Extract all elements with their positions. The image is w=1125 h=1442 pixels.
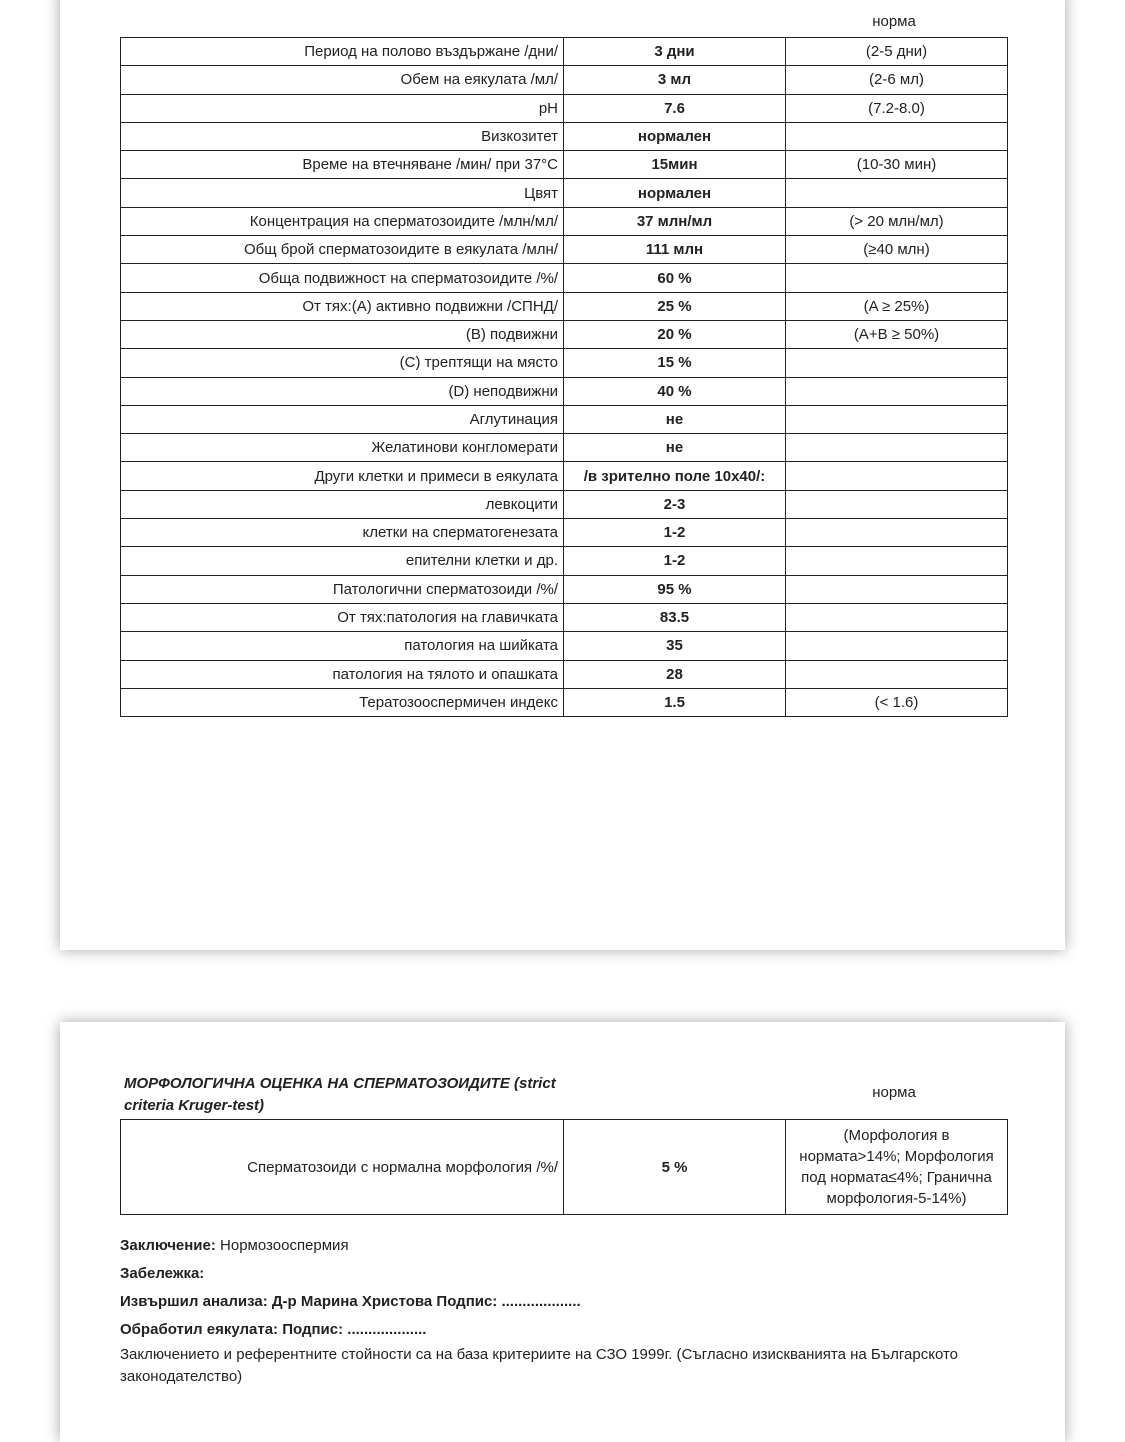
norm-cell: (< 1.6)	[786, 688, 1008, 716]
parameter-cell: Цвят	[121, 179, 564, 207]
value-cell: 5 %	[564, 1120, 786, 1215]
parameter-cell: Патологични сперматозоиди /%/	[121, 575, 564, 603]
parameter-cell: патология на тялото и опашката	[121, 660, 564, 688]
table-row	[121, 688, 1008, 716]
semen-analysis-table	[120, 37, 1008, 717]
value-cell: /в зрително поле 10х40/:	[564, 462, 786, 490]
table-row	[121, 94, 1008, 122]
parameter-cell: Концентрация на сперматозоидите /млн/мл/	[121, 207, 564, 235]
parameter-cell: Време на втечняване /мин/ при 37°С	[121, 151, 564, 179]
parameter-cell: Аглутинация	[121, 405, 564, 433]
table-row	[121, 660, 1008, 688]
norm-cell	[786, 519, 1008, 547]
norm-cell: (10-30 мин)	[786, 151, 1008, 179]
report-page-1	[60, 0, 1065, 950]
report-footer	[120, 1232, 1020, 1388]
value-cell: 3 дни	[564, 38, 786, 66]
table-row	[121, 292, 1008, 320]
table-row	[121, 151, 1008, 179]
table-row	[121, 405, 1008, 433]
value-cell: 35	[564, 632, 786, 660]
processed-by-text: Обработил еякулата: Подпис: ...................	[120, 1321, 427, 1338]
parameter-cell: Общ брой сперматозоидите в еякулата /млн/	[121, 236, 564, 264]
table-row	[121, 122, 1008, 150]
value-cell: 2-3	[564, 490, 786, 518]
table-row	[121, 462, 1008, 490]
norm-cell	[786, 490, 1008, 518]
value-cell: 20 %	[564, 320, 786, 348]
parameter-cell: Обем на еякулата /мл/	[121, 66, 564, 94]
parameter-cell: левкоцити	[121, 490, 564, 518]
parameter-cell: (D) неподвижни	[121, 377, 564, 405]
norm-cell	[786, 122, 1008, 150]
table-row	[121, 1120, 1008, 1215]
norm-cell: (7.2-8.0)	[786, 94, 1008, 122]
table-row	[121, 236, 1008, 264]
conclusion-label: Заключение:	[120, 1237, 216, 1254]
value-cell: 37 млн/мл	[564, 207, 786, 235]
value-cell: 25 %	[564, 292, 786, 320]
conclusion-line	[120, 1232, 1020, 1260]
norm-cell: (Морфология в нормата>14%; Морфология под нормата≤4%; Гранична морфология-5-14%)	[786, 1120, 1008, 1215]
table-row	[121, 264, 1008, 292]
note-label: Забележка:	[120, 1265, 205, 1282]
norm-cell: (2-5 дни)	[786, 38, 1008, 66]
norm-cell: (2-6 мл)	[786, 66, 1008, 94]
norm-cell	[786, 547, 1008, 575]
table-row	[121, 434, 1008, 462]
parameter-cell: Сперматозоиди с нормална морфология /%/	[121, 1120, 564, 1215]
parameter-cell: Желатинови конгломерати	[121, 434, 564, 462]
value-cell: нормален	[564, 122, 786, 150]
value-cell: нормален	[564, 179, 786, 207]
value-cell: 111 млн	[564, 236, 786, 264]
parameter-cell: Обща подвижност на сперматозоидите /%/	[121, 264, 564, 292]
performed-by-line	[120, 1288, 1020, 1316]
parameter-cell: патология на шийката	[121, 632, 564, 660]
parameter-cell: Визкозитет	[121, 122, 564, 150]
report-page-2	[60, 1022, 1065, 1442]
table-row	[121, 490, 1008, 518]
value-cell: не	[564, 405, 786, 433]
value-cell: 28	[564, 660, 786, 688]
norm-cell	[786, 377, 1008, 405]
norm-cell	[786, 405, 1008, 433]
norm-cell: (> 20 млн/мл)	[786, 207, 1008, 235]
table-row	[121, 575, 1008, 603]
norm-cell	[786, 264, 1008, 292]
parameter-cell: епителни клетки и др.	[121, 547, 564, 575]
parameter-cell: pH	[121, 94, 564, 122]
note-line	[120, 1260, 1020, 1288]
value-cell: 15 %	[564, 349, 786, 377]
norm-cell: (A+B ≥ 50%)	[786, 320, 1008, 348]
value-cell: не	[564, 434, 786, 462]
value-cell: 95 %	[564, 575, 786, 603]
table-row	[121, 207, 1008, 235]
norm-cell	[786, 462, 1008, 490]
value-cell: 83.5	[564, 603, 786, 631]
table-row	[121, 66, 1008, 94]
parameter-cell: Период на полово въздържане /дни/	[121, 38, 564, 66]
parameter-cell: Други клетки и примеси в еякулата	[121, 462, 564, 490]
table-row	[121, 632, 1008, 660]
norm-cell	[786, 349, 1008, 377]
value-cell: 40 %	[564, 377, 786, 405]
parameter-cell: Теpатозооспермичен индекс	[121, 688, 564, 716]
performed-by-text: Извършил анализа: Д-р Марина Христова Подпис: ...................	[120, 1293, 581, 1310]
table-row	[121, 603, 1008, 631]
table-row	[121, 547, 1008, 575]
value-cell: 60 %	[564, 264, 786, 292]
norm-cell	[786, 603, 1008, 631]
morphology-table	[120, 1119, 1008, 1215]
value-cell: 15мин	[564, 151, 786, 179]
norm-cell	[786, 660, 1008, 688]
parameter-cell: От тях:патология на главичката	[121, 603, 564, 631]
value-cell: 1-2	[564, 519, 786, 547]
value-cell: 3 мл	[564, 66, 786, 94]
table-row	[121, 38, 1008, 66]
morphology-title: МОРФОЛОГИЧНА ОЦЕНКА НА СПЕРМАТОЗОИДИТЕ (strict criteria Kruger-test)	[124, 1075, 556, 1114]
value-cell: 7.6	[564, 94, 786, 122]
morphology-norma-header: норма	[872, 1084, 916, 1101]
norm-cell	[786, 179, 1008, 207]
norm-cell: (≥40 млн)	[786, 236, 1008, 264]
norm-cell: (A ≥ 25%)	[786, 292, 1008, 320]
value-cell: 1.5	[564, 688, 786, 716]
table-row	[121, 320, 1008, 348]
processed-by-line	[120, 1316, 1020, 1344]
table-row	[121, 349, 1008, 377]
disclaimer-text: Заключението и референтните стойности са на база критериите на СЗО 1999г. (Съгласно изискванията на Българското законодателство)	[120, 1346, 959, 1385]
conclusion-value: Нормозооспермия	[215, 1237, 349, 1254]
parameter-cell: От тях:(А) активно подвижни /СПНД/	[121, 292, 564, 320]
parameter-cell: (В) подвижни	[121, 320, 564, 348]
parameter-cell: клетки на сперматогенезата	[121, 519, 564, 547]
norma-column-header: норма	[872, 13, 916, 30]
value-cell: 1-2	[564, 547, 786, 575]
table-row	[121, 519, 1008, 547]
table-row	[121, 377, 1008, 405]
norm-cell	[786, 575, 1008, 603]
norm-cell	[786, 434, 1008, 462]
norm-cell	[786, 632, 1008, 660]
table-row	[121, 179, 1008, 207]
parameter-cell: (С) трептящи на място	[121, 349, 564, 377]
